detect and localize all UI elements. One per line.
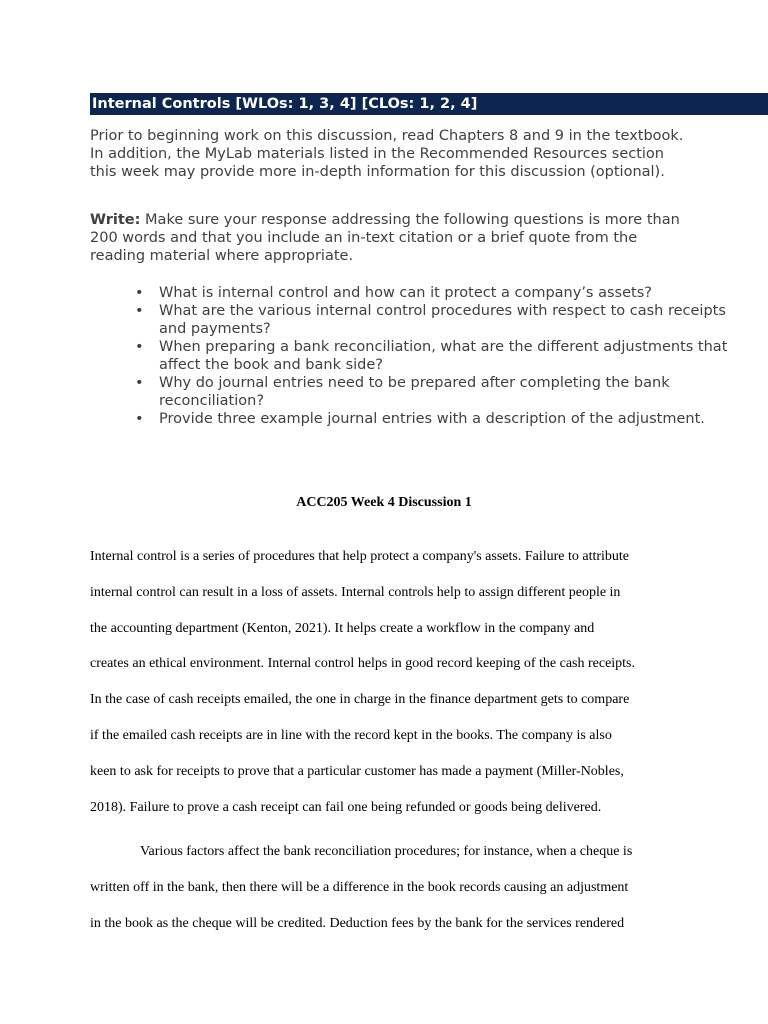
question-item: • When preparing a bank reconciliation, what are the different adjustments that affect the book and bank side?	[90, 338, 730, 374]
essay-title: ACC205 Week 4 Discussion 1	[296, 495, 472, 510]
essay-line: creates an ethical environment. Internal control helps in good record keeping of the cash receipts.	[90, 656, 636, 672]
question-item: • What is internal control and how can it protect a company’s assets?	[90, 284, 730, 302]
write-instructions	[90, 211, 690, 265]
write-text: Make sure your response addressing the following questions is more than 200 words and that you include an in-text citation or a brief quote from the reading material where appropriate.	[90, 212, 680, 264]
essay-line: in the book as the cheque will be credited. Deduction fees by the bank for the services rendered	[90, 915, 625, 931]
write-label: Write:	[90, 212, 141, 228]
essay-line: written off in the bank, then there will be a difference in the book records causing an adjustment	[90, 879, 629, 895]
intro-paragraph: Prior to beginning work on this discussion, read Chapters 8 and 9 in the textbook. In addition, the MyLab materials listed in the Recommended Resources section this week may provide more in-depth information for this discussion (optional).	[90, 128, 684, 180]
question-item: • Why do journal entries need to be prepared after completing the bank reconciliation?	[90, 374, 730, 410]
essay-line: Various factors affect the bank reconciliation procedures; for instance, when a cheque is	[140, 844, 633, 859]
essay-line: keen to ask for receipts to prove that a particular customer has made a payment (Miller-Nobles,	[90, 763, 624, 779]
essay-line: internal control can result in a loss of assets. Internal controls help to assign different people in	[90, 584, 621, 600]
essay-paragraph-2	[90, 834, 690, 941]
question-list	[90, 284, 730, 428]
question-item: • Provide three example journal entries with a description of the adjustment.	[90, 410, 730, 428]
question-item: • What are the various internal control procedures with respect to cash receipts and payments?	[90, 302, 730, 338]
essay-line: if the emailed cash receipts are in line with the record kept in the books. The company is also	[90, 727, 612, 743]
discussion-title-bar: Internal Controls [WLOs: 1, 3, 4] [CLOs: 1, 2, 4]	[90, 93, 768, 115]
essay-paragraph-1	[90, 539, 690, 825]
essay-line: In the case of cash receipts emailed, the one in charge in the finance department gets to compare	[90, 692, 630, 708]
essay-line: the accounting department (Kenton, 2021). It helps create a workflow in the company and	[90, 620, 595, 636]
essay-line: 2018). Failure to prove a cash receipt can fail one being refunded or goods being delivered.	[90, 799, 602, 815]
essay-line: Internal control is a series of procedures that help protect a company's assets. Failure to attribute	[90, 549, 630, 564]
